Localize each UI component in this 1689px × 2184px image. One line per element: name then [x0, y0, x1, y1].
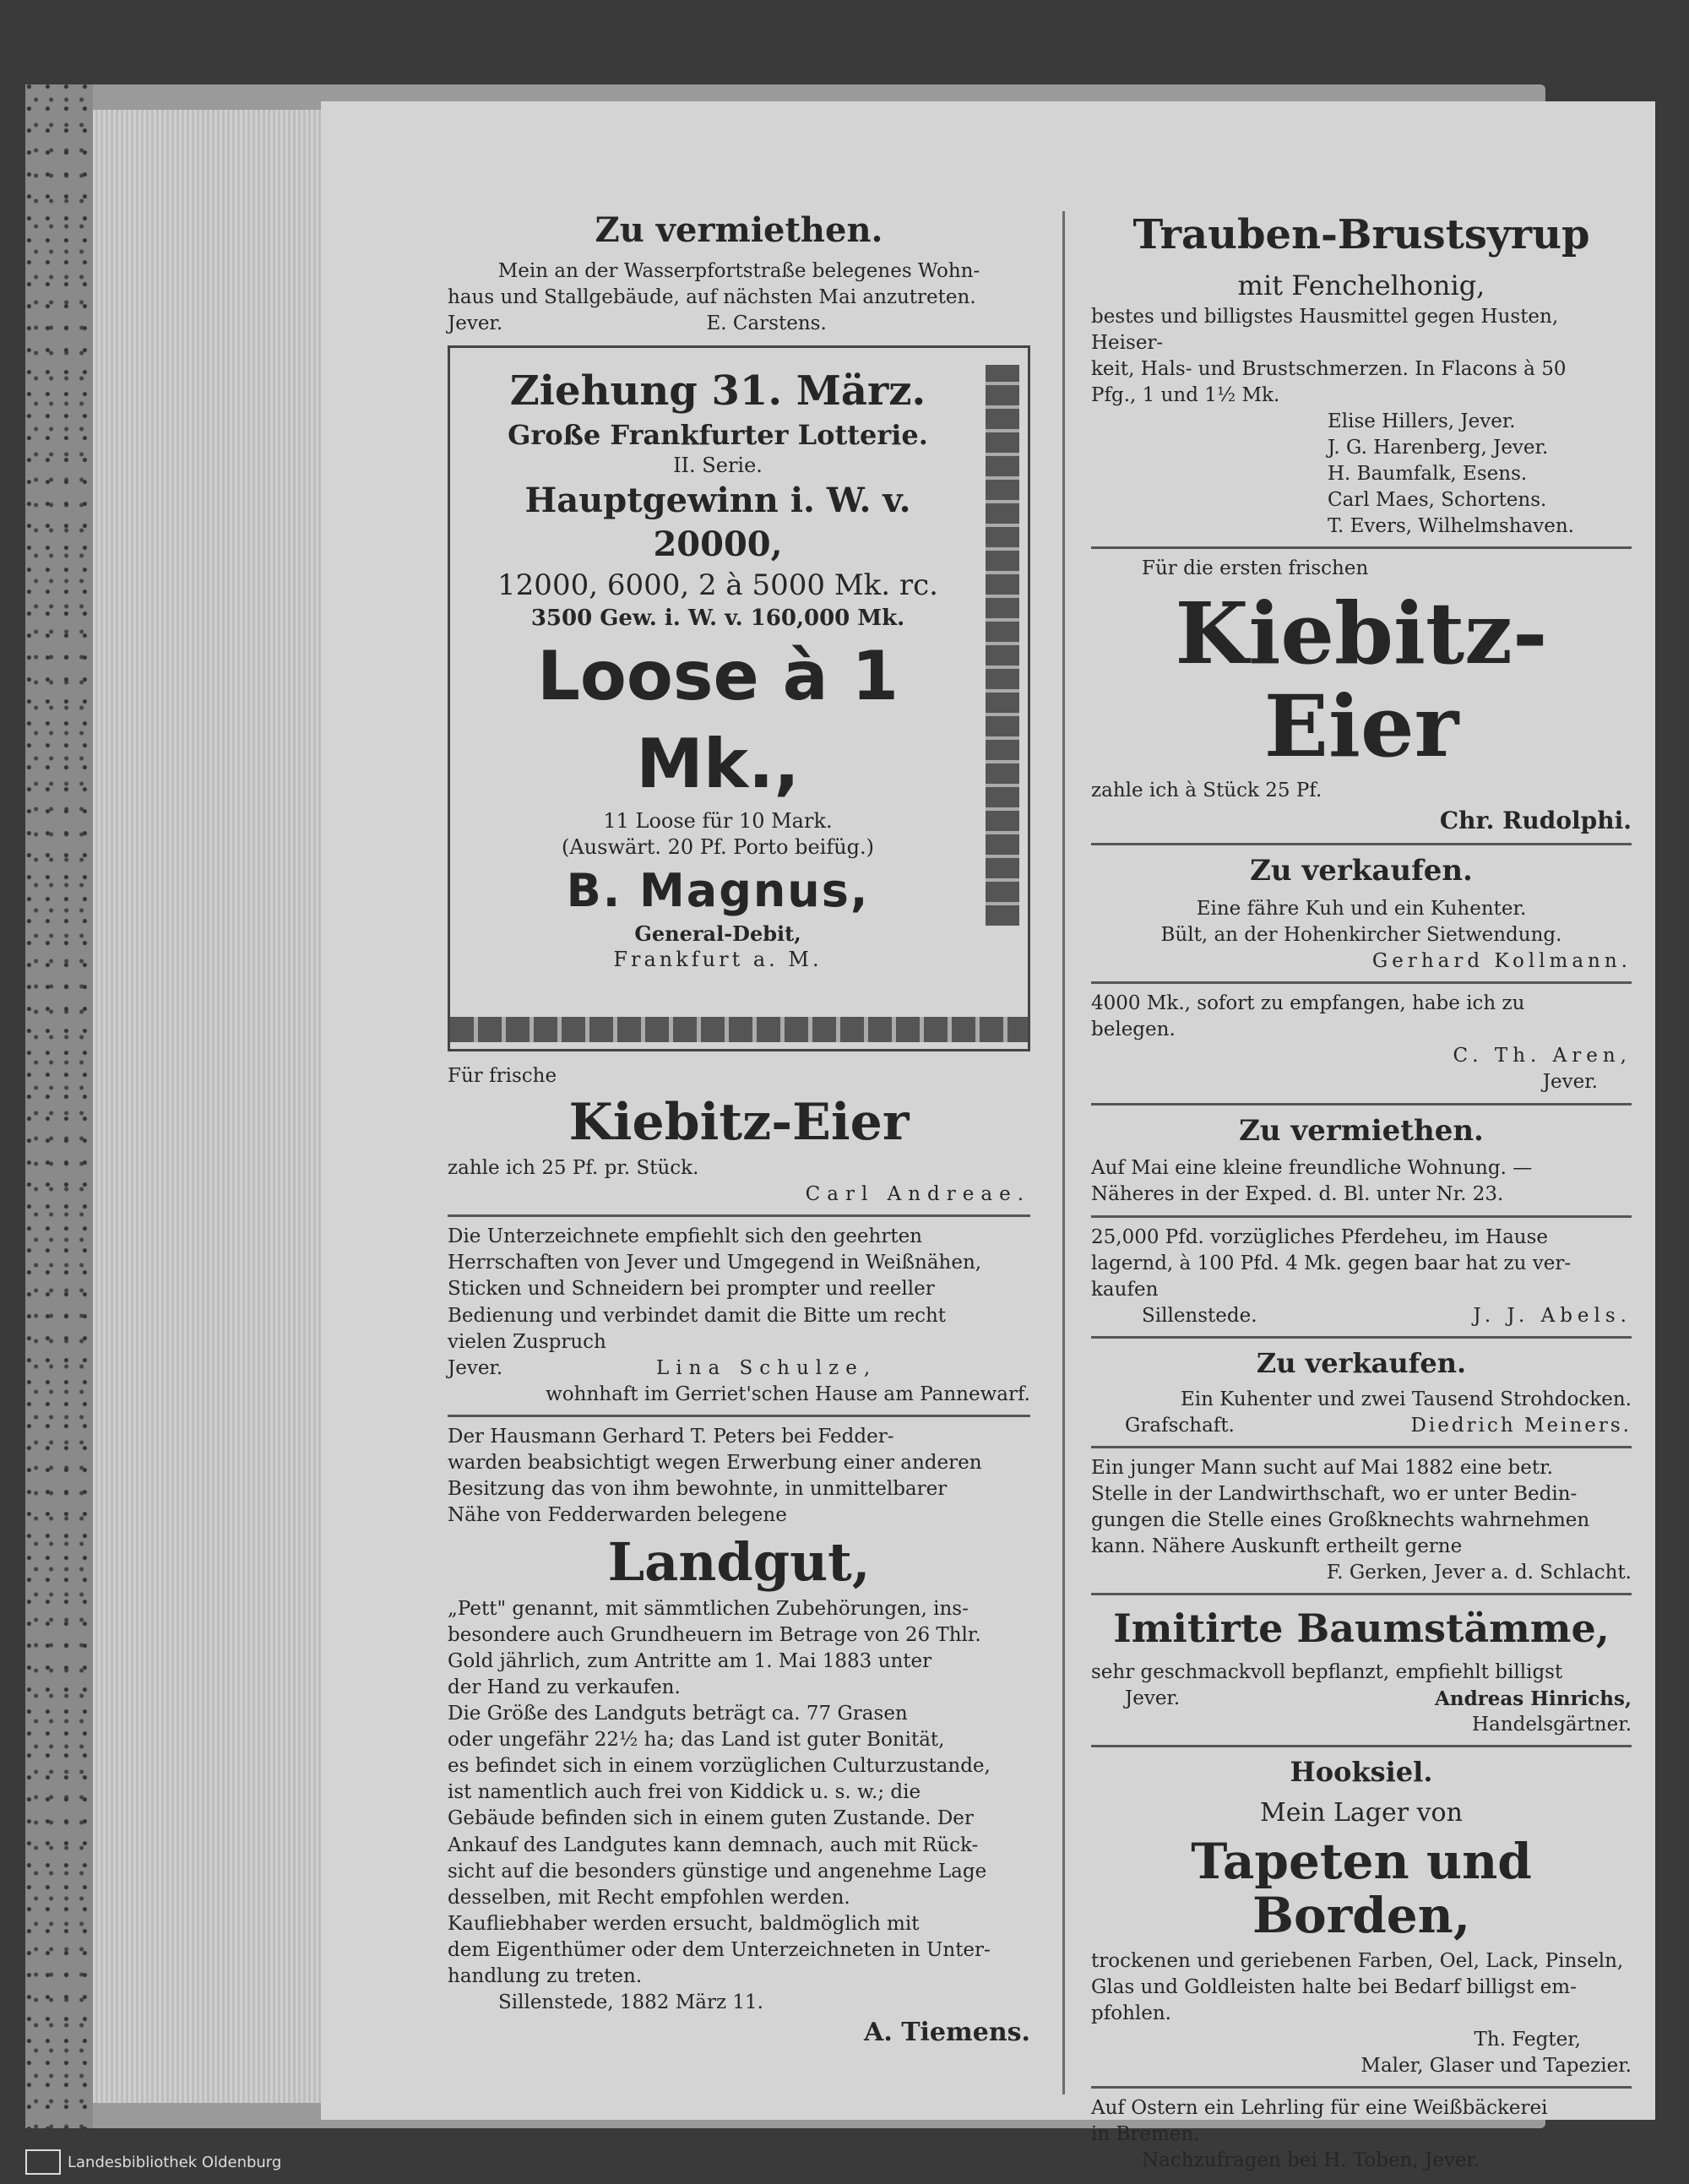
- ad-line: Auf Mai eine kleine freundliche Wohnung. —: [1091, 1157, 1533, 1180]
- ad-line: sehr geschmackvoll bepflanzt, empfiehlt billigst: [1091, 1661, 1563, 1684]
- ad-line: Herrschaften von Jever und Umgegend in Weißnähen,: [448, 1252, 982, 1274]
- divider: [1091, 1446, 1632, 1448]
- left-column: [448, 203, 1030, 2050]
- ad-line: zahle ich à Stück 25 Pf.: [1091, 780, 1322, 802]
- ad-line: Ankauf des Landgutes kann demnach, auch mit Rück-: [448, 1834, 979, 1856]
- ad-line: sicht auf die besonders günstige und angenehme Lage: [448, 1860, 987, 1882]
- ad-schulze: [448, 1224, 1030, 1407]
- ad-subtitle: mit Fenchelhonig,: [1237, 269, 1485, 302]
- seller-entry: Carl Maes, Schortens.: [1328, 489, 1547, 512]
- ad-line: kann. Nähere Auskunft ertheilt gerne: [1091, 1535, 1463, 1558]
- ad-line: „Pett" genannt, mit sämmtlichen Zubehörungen, ins-: [448, 1598, 969, 1621]
- ad-line: Mein an der Wasserpfortstraße belegenes Wohn-: [497, 260, 980, 282]
- ad-signature: Diedrich Meiners.: [1410, 1414, 1632, 1437]
- checker-border: [986, 365, 1019, 926]
- lottery-prizes: 12000, 6000, 2 à 5000 Mk. rc.: [497, 568, 938, 603]
- ad-headline: Landgut,: [607, 1530, 871, 1593]
- divider: [1091, 1336, 1632, 1339]
- ad-aren: [1091, 991, 1632, 1095]
- lottery-name: Große Frankfurter Lotterie.: [508, 418, 928, 451]
- ad-signature: Th. Fegter,: [1474, 2028, 1581, 2051]
- ad-line: gungen die Stelle eines Großknechts wahrnehmen: [1091, 1509, 1590, 1532]
- ad-line: Kaufliebhaber werden ersucht, baldmöglich mit: [448, 1912, 920, 1935]
- ad-line: es befindet sich in einem vorzüglichen Culturzustande,: [448, 1755, 991, 1778]
- ad-line: Der Hausmann Gerhard T. Peters bei Fedder-: [448, 1425, 894, 1448]
- ad-line: Die Größe des Landguts beträgt ca. 77 Grasen: [448, 1703, 908, 1725]
- divider: [448, 1214, 1030, 1217]
- ad-title: Zu vermiethen.: [1239, 1113, 1484, 1148]
- ad-line: Näheres in der Exped. d. Bl. unter Nr. 23.: [1091, 1183, 1504, 1206]
- ad-title: Zu vermiethen.: [595, 210, 883, 250]
- lottery-postage: (Auswärt. 20 Pf. Porto beifüg.): [561, 835, 875, 860]
- ad-pferdeheu: [1091, 1225, 1632, 1329]
- divider: [1091, 2086, 1632, 2089]
- lottery-price: Loose à 1 Mk.,: [536, 637, 899, 804]
- ad-line: Bült, an der Hohenkircher Sietwendung.: [1160, 924, 1562, 947]
- ad-signature: J. J. Abels.: [1473, 1304, 1632, 1327]
- ad-line: Nähe von Fedderwarden belegene: [448, 1503, 787, 1526]
- divider: [1091, 1215, 1632, 1218]
- library-name: Landesbibliothek Oldenburg: [68, 2153, 282, 2171]
- ad-headline: Kiebitz-Eier: [1175, 584, 1548, 777]
- ad-line: 25,000 Pfd. vorzügliches Pferdeheu, im Hause: [1091, 1225, 1549, 1248]
- ad-title: Hooksiel.: [1290, 1756, 1433, 1789]
- ad-line: lagernd, à 100 Pfd. 4 Mk. gegen baar hat zu ver-: [1091, 1252, 1572, 1274]
- ad-place: Jever.: [448, 1356, 503, 1379]
- ad-line: haus und Stallgebäude, auf nächsten Mai anzutreten.: [448, 286, 976, 309]
- ad-title: Zu verkaufen.: [1256, 1346, 1467, 1379]
- lottery-series: II. Serie.: [673, 454, 763, 478]
- lottery-date: Ziehung 31. März.: [509, 367, 926, 416]
- ad-line: keit, Hals- und Brustschmerzen. In Flacons à 50: [1091, 358, 1567, 381]
- ad-place: Jever.: [1542, 1071, 1598, 1094]
- ad-line: oder ungefähr 22½ ha; das Land ist guter Bonität,: [448, 1729, 945, 1752]
- ad-trauben-brustsyrup: [1091, 208, 1632, 540]
- ad-line: ist namentlich auch frei von Kiddick u. s. w.; die: [448, 1781, 921, 1804]
- ad-line: belegen.: [1091, 1019, 1176, 1041]
- page-stack: [93, 110, 346, 2103]
- seller-entry: J. G. Harenberg, Jever.: [1328, 437, 1549, 459]
- ad-title: Imitirte Baumstämme,: [1113, 1605, 1610, 1652]
- ad-line: vielen Zuspruch: [448, 1330, 606, 1353]
- seller-entry: H. Baumfalk, Esens.: [1328, 463, 1528, 486]
- ad-date: Sillenstede, 1882 März 11.: [498, 1991, 763, 2013]
- ad-address: wohnhaft im Gerriet'schen Hause am Pannewarf.: [546, 1383, 1030, 1405]
- ad-line: der Hand zu verkaufen.: [448, 1676, 681, 1699]
- ad-line: zahle ich 25 Pf. pr. Stück.: [448, 1157, 699, 1180]
- ad-line: Glas und Goldleisten halte bei Bedarf billigst em-: [1091, 1975, 1577, 1998]
- ad-line: Stelle in der Landwirthschaft, wo er unter Bedin-: [1091, 1483, 1578, 1506]
- ad-line: 4000 Mk., sofort zu empfangen, habe ich zu: [1091, 992, 1525, 1015]
- ad-intro: Für die ersten frischen: [1142, 557, 1369, 580]
- ad-line: Sticken und Schneidern bei prompter und reeller: [448, 1278, 935, 1301]
- ad-signature: E. Carstens.: [706, 312, 827, 335]
- ad-signature: Chr. Rudolphi.: [1439, 806, 1632, 834]
- lottery-main-prize: Hauptgewinn i. W. v. 20000,: [524, 481, 911, 565]
- checker-border: [450, 1017, 1028, 1042]
- ad-signature: Gerhard Kollmann.: [1371, 950, 1632, 973]
- ad-line: dem Eigenthümer oder dem Unterzeichneten in Unter-: [448, 1938, 991, 1961]
- library-building-icon: [25, 2149, 61, 2175]
- ad-signature: F. Gerken, Jever a. d. Schlacht.: [1326, 1562, 1632, 1584]
- ad-line: besondere auch Grundheuern im Betrage von 26 Thlr.: [448, 1624, 981, 1647]
- book-edge-speckle: [25, 84, 93, 2128]
- ad-line: handlung zu treten.: [448, 1964, 643, 1987]
- ad-kiebitz-andreae: [448, 1063, 1030, 1208]
- ad-tapeten: [1091, 1754, 1632, 2079]
- ad-contact: Nachzufragen bei H. Toben, Jever.: [1142, 2149, 1480, 2172]
- ad-line: in Bremen.: [1091, 2123, 1200, 2145]
- ad-role: Maler, Glaser und Tapezier.: [1360, 2054, 1632, 2077]
- ad-line: Eine fähre Kuh und ein Kuhenter.: [1196, 898, 1527, 921]
- ad-line: Ein junger Mann sucht auf Mai 1882 eine betr.: [1091, 1456, 1553, 1479]
- ad-line: Pfg., 1 und 1½ Mk.: [1091, 384, 1280, 407]
- ad-line: kaufen: [1091, 1278, 1159, 1301]
- ad-line: Bedienung und verbindet damit die Bitte um recht: [448, 1304, 947, 1327]
- ad-signature: Carl Andreae.: [805, 1183, 1030, 1206]
- column-separator: [1062, 211, 1065, 2094]
- ad-signature: Andreas Hinrichs,: [1435, 1687, 1632, 1711]
- ad-line: trockenen und geriebenen Farben, Oel, Lack, Pinseln,: [1091, 1949, 1624, 1972]
- ad-place: Grafschaft.: [1125, 1414, 1235, 1437]
- ad-role: Handelsgärtner.: [1472, 1714, 1632, 1736]
- ad-title: Zu verkaufen.: [1250, 854, 1473, 888]
- newspaper-page: [321, 101, 1655, 2172]
- ad-grossknecht: [1091, 1455, 1632, 1586]
- ad-line: Auf Ostern ein Lehrling für eine Weißbäckerei: [1091, 2096, 1548, 2119]
- ad-line: pfohlen.: [1091, 2002, 1171, 2024]
- ad-line: Gold jährlich, zum Antritte am 1. Mai 1883 unter: [448, 1650, 932, 1673]
- divider: [1091, 1103, 1632, 1106]
- ad-signature: C. Th. Aren,: [1453, 1045, 1632, 1068]
- ad-line: Gebäude befinden sich in einem guten Zustande. Der: [448, 1807, 974, 1830]
- ad-zu-vermiethen-wohnung: [1091, 1112, 1632, 1209]
- lottery-ad: [448, 345, 1030, 1051]
- divider: [1091, 981, 1632, 984]
- ad-zu-verkaufen-meiners: [1091, 1345, 1632, 1439]
- lottery-total: 3500 Gew. i. W. v. 160,000 Mk.: [530, 605, 905, 631]
- ad-line: warden beabsichtigt wegen Erwerbung einer anderen: [448, 1451, 982, 1474]
- ad-title: Trauben-Brustsyrup: [1132, 211, 1590, 258]
- divider: [1091, 1593, 1632, 1595]
- lottery-city: Frankfurt a. M.: [613, 948, 823, 972]
- ad-subtitle: Mein Lager von: [1260, 1797, 1463, 1828]
- seller-entry: Elise Hillers, Jever.: [1328, 410, 1516, 433]
- ad-line: desselben, mit Recht empfohlen werden.: [448, 1886, 850, 1909]
- ad-kiebitz-rudolphi: [1091, 556, 1632, 836]
- ad-baumstaemme: [1091, 1602, 1632, 1738]
- divider: [1091, 1745, 1632, 1747]
- ad-intro: Für frische: [448, 1065, 557, 1088]
- ad-lehrling: [1091, 2095, 1632, 2174]
- lottery-offer: 11 Loose für 10 Mark.: [603, 809, 833, 834]
- ad-zu-verkaufen-kollmann: [1091, 852, 1632, 975]
- ad-line: Besitzung das von ihm bewohnte, in unmittelbarer: [448, 1477, 948, 1500]
- ad-line: Die Unterzeichnete empfiehlt sich den geehrten: [448, 1225, 922, 1248]
- ad-headline: Kiebitz-Eier: [568, 1093, 910, 1153]
- ad-line: Ein Kuhenter und zwei Tausend Strohdocken.: [1180, 1388, 1632, 1410]
- lottery-seller: B. Magnus,: [566, 863, 870, 917]
- ad-signature: Lina Schulze,: [656, 1356, 877, 1379]
- ad-place: Jever.: [1125, 1687, 1181, 1710]
- library-logo: [25, 2149, 281, 2175]
- seller-entry: T. Evers, Wilhelmshaven.: [1328, 515, 1574, 538]
- ad-headline: Tapeten und Borden,: [1191, 1833, 1532, 1944]
- right-column: [1091, 203, 1632, 2174]
- ad-zu-vermiethen: [448, 208, 1030, 337]
- ad-landgut: [448, 1424, 1030, 2051]
- lottery-role: General-Debit,: [634, 921, 801, 946]
- divider: [1091, 843, 1632, 845]
- ad-line: bestes und billigstes Hausmittel gegen Husten, Heiser-: [1091, 305, 1559, 355]
- ad-place: Jever.: [448, 312, 503, 335]
- ad-signature: A. Tiemens.: [864, 2017, 1030, 2047]
- divider: [1091, 546, 1632, 549]
- divider: [448, 1415, 1030, 1417]
- ad-place: Sillenstede.: [1142, 1304, 1257, 1327]
